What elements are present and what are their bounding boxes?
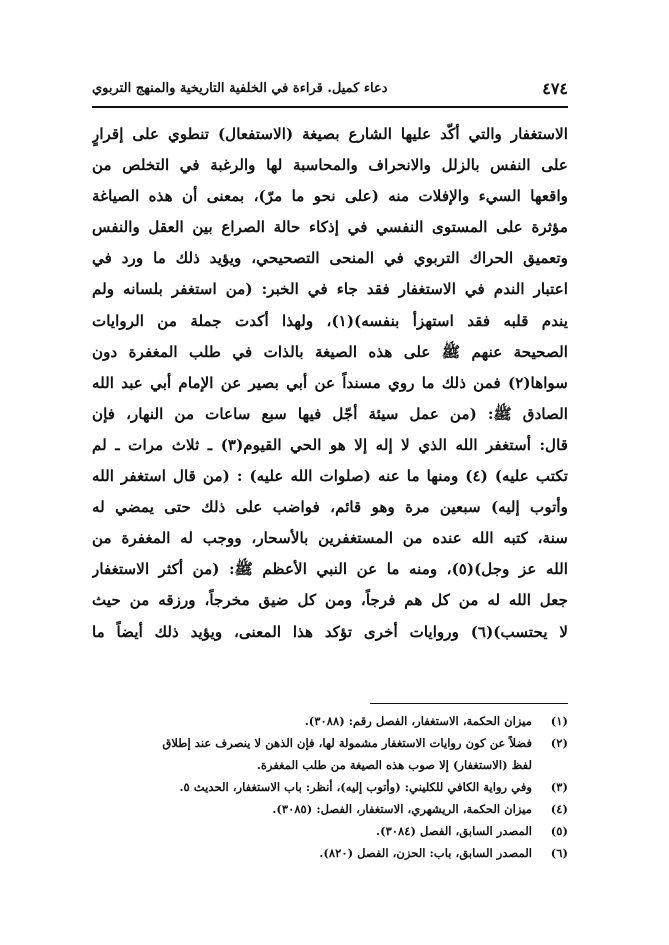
body-line: قال: أستغفر الله الذي لا إله إلا هو الحي القيوم(٣) ـ ثلاث مرات ـ لم [92,435,568,454]
body-line: الاستغفار والتي أكّد عليها الشارع بصيغة (الاستفعال) تنطوي على إقرارٍ [92,125,568,143]
footnote-continuation: لفظ (الاستغفار) إلا صوب هذه الصيغة من طلب المغفرة. [256,758,532,772]
body-line: يندم قلبه فقد استهزأ بنفسه)(١)، ولهذا أكدت جملة من الروايات [92,311,568,330]
running-title: دعاء كميل. قراءة في الخلفية التاريخية والمنهج التربوي [92,80,388,96]
body-line: على النفس بالزلل والانحراف والمحاسبة لها والرغبة في التخلص من [92,156,568,175]
body-line: وتعميق الحراك التربوي في المنحى التصحيحي، ويؤيد ذلك ما ورد في [92,249,568,268]
footnote-number: (٦) [550,846,568,860]
footnote-5 [92,820,568,842]
body-line: الله عز وجل)(٥)، ومنه ما عن النبي الأعظم ﷺ: (من أكثر الاستغفار [92,560,568,579]
body-line: تكتب عليه) (٤) ومنها ما عنه (صلوات الله عليه) : (من قال استغفر الله [92,467,568,486]
footnote-1 [92,710,568,732]
footnote-number: (٣) [550,780,568,794]
footnote-text: وفي رواية الكافي للكليني: (وأتوب إليه)، أنظر: باب الاستغفار، الحديث ٥. [179,780,532,794]
footnote-number: (٢) [550,736,568,750]
footnote-text: المصدر السابق، باب: الحزن، الفصل (٨٢٠). [319,846,532,860]
body-line: جعل الله له من كل هم فرجاً، ومن كل ضيق مخرجاً، ورزقه من حيث [92,591,568,610]
footnote-3 [92,776,568,798]
footnote-4 [92,798,568,820]
footnote-text: فضلاً عن كون روايات الاستغفار مشمولة لها، فإن الذهن لا ينصرف عند إطلاق [162,736,532,750]
footnote-number: (٤) [550,802,568,816]
body-line: لا يحتسب)(٦) وروايات أخرى تؤكد هذا المعنى، ويؤيد ذلك أيضاً ما [92,622,568,641]
body-line: الصحيحة عنهم ﷺ على هذه الصيغة بالذات في طلب المغفرة دون [92,342,568,361]
footnote-2 [92,732,568,754]
running-header [92,74,568,102]
body-text [92,119,568,648]
body-line: الصادق ﷺ: (من عمل سيئة أجّل فيها سبع ساعات من النهار، فإن [92,404,568,423]
footnote-number: (١) [550,714,568,728]
body-line: سنة، كتبه الله عنده من المستغفرين بالأسحار، ووجب له المغفرة من [92,529,568,548]
footnotes [92,710,568,864]
footnote-text: ميزان الحكمة، الاستغفار، الفصل رقم: (٣٠٨٨). [304,714,532,728]
footnote-text: ميزان الحكمة، الريشهري، الاستغفار، الفصل: (٣٠٨٥). [272,802,532,816]
footnote-divider [370,703,568,704]
body-line: مؤثرة على المستوى النفسي في إذكاء حالة الصراع بين العقل والنفس [92,218,568,237]
footnote-number: (٥) [550,824,568,838]
page-number: ٤٧٤ [542,78,568,98]
body-line: سواها(٢) فمن ذلك ما روي مسنداً عن أبي بصير عن الإمام أبي عبد الله [92,373,568,392]
header-divider [92,106,568,108]
footnote-6 [92,842,568,864]
footnote-text: المصدر السابق، الفصل (٣٠٨٤). [376,824,532,838]
body-line: واقعها السيء والإفلات منه (على نحو ما مرّ)، بمعنى أن هذه الصياغة [92,187,568,206]
body-line: وأتوب إليه) سبعين مرة وهو قائم، فواضب على ذلك حتى يمضي له [92,498,568,517]
body-line: اعتبار الندم في الاستغفار فقد جاء في الخبر: (من استغفر بلسانه ولم [92,280,568,299]
